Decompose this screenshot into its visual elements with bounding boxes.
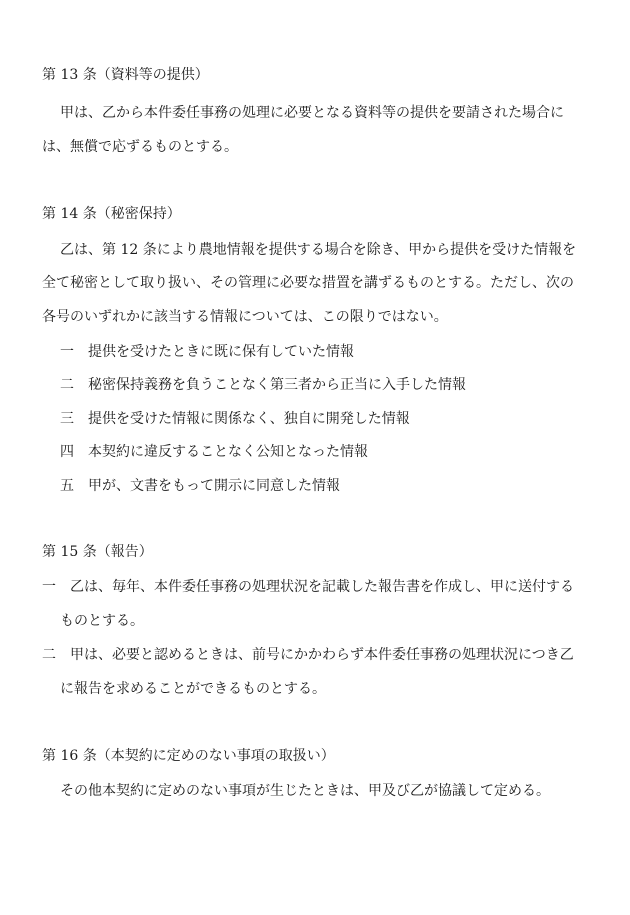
- article-14-item-5: 五 甲が、文書をもって開示に同意した情報: [60, 478, 340, 494]
- article-15-line-3: 二 甲は、必要と認めるときは、前号にかかわらず本件委任事務の処理状況につき乙: [42, 647, 574, 663]
- article-16-line-1: その他本契約に定めのない事項が生じたときは、甲及び乙が協議して定める。: [60, 783, 550, 799]
- article-14-item-2: 二 秘密保持義務を負うことなく第三者から正当に入手した情報: [60, 377, 466, 393]
- article-14-line-2: 全て秘密として取り扱い、その管理に必要な措置を講ずるものとする。ただし、次の: [42, 275, 574, 291]
- article-15-line-2: ものとする。: [60, 613, 144, 629]
- article-13-line-1: 甲は、乙から本件委任事務の処理に必要となる資料等の提供を要請された場合に: [60, 105, 564, 121]
- article-15-line-1: 一 乙は、毎年、本件委任事務の処理状況を記載した報告書を作成し、甲に送付する: [42, 579, 574, 595]
- article-14-item-3: 三 提供を受けた情報に関係なく、独自に開発した情報: [60, 411, 410, 427]
- article-13-heading: 第 13 条（資料等の提供）: [42, 67, 209, 83]
- article-15-line-4: に報告を求めることができるものとする。: [60, 681, 326, 697]
- article-14-line-3: 各号のいずれかに該当する情報については、この限りではない。: [42, 309, 448, 325]
- article-14-item-1: 一 提供を受けたときに既に保有していた情報: [60, 344, 354, 360]
- article-14-item-4: 四 本契約に違反することなく公知となった情報: [60, 444, 368, 460]
- article-14-line-1: 乙は、第 12 条により農地情報を提供する場合を除き、甲から提供を受けた情報を: [60, 242, 577, 258]
- article-14-heading: 第 14 条（秘密保持）: [42, 206, 181, 222]
- article-15-heading: 第 15 条（報告）: [42, 544, 153, 560]
- article-16-heading: 第 16 条（本契約に定めのない事項の取扱い）: [42, 748, 335, 764]
- article-13-line-2: は、無償で応ずるものとする。: [42, 139, 238, 155]
